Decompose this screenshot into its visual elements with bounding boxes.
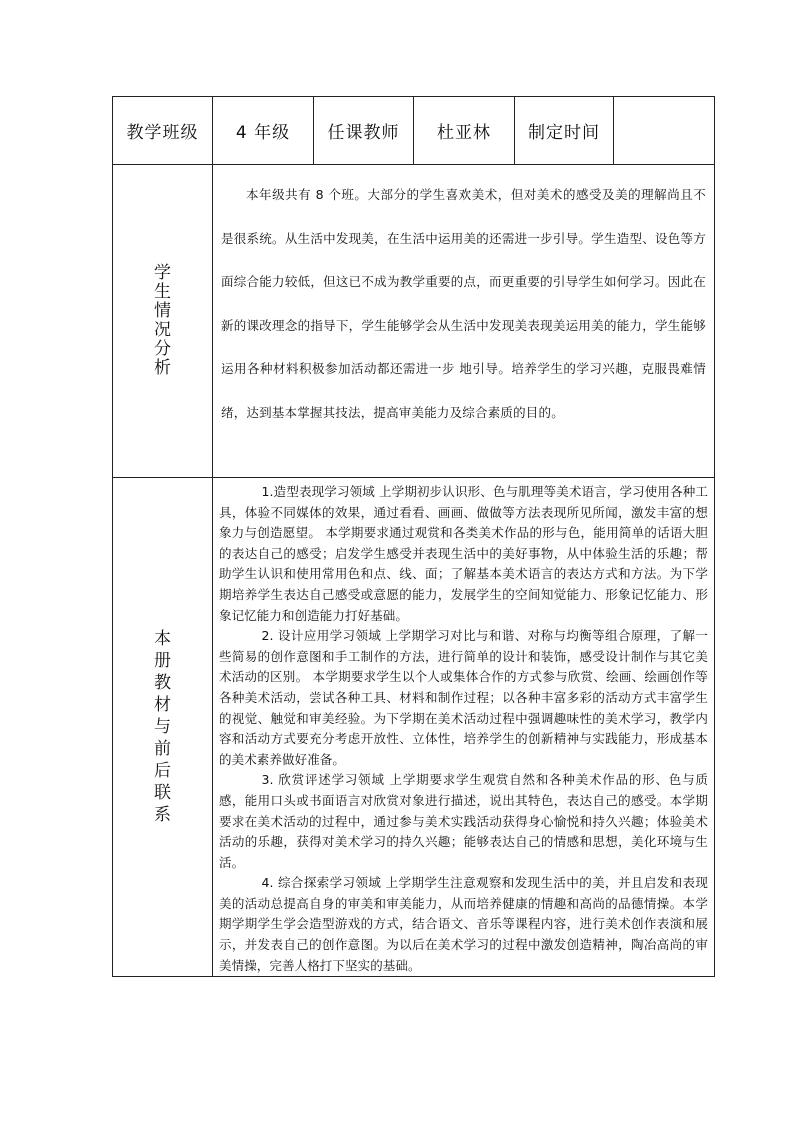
teacher-label: 任课教师 xyxy=(314,97,414,165)
header-row xyxy=(113,97,715,165)
student-analysis-label: 学生情况分析 xyxy=(154,263,171,378)
date-label: 制定时间 xyxy=(515,97,614,165)
teacher-value: 杜亚林 xyxy=(414,97,515,165)
student-analysis-cell xyxy=(213,165,715,478)
materials-paragraph: 2. 设计应用学习领域 上学期学习对比与和谐、对称与均衡等组合原理，了解一些简易的创作意图和手工制作的方法，进行简单的设计和装饰，感受设计制作与其它美术活动的区别。 本学期要求学生以个人或集体合作的方式参与欣赏、绘画、绘画创作等各种美术活动，尝试各种工具、材料和制作过程；以各种丰富多彩的活动方式丰富学生的视觉、触觉和审美经验。为下学期在美术活动过程中强调趣味性的美术学习，教学内容和活动方式要充分考虑开放性、立体性，培养学生的创新精神与实践能力，形成基本的美术素养做好准备。 xyxy=(219,628,708,767)
student-analysis-label-cell xyxy=(113,165,213,478)
teaching-plan-table xyxy=(112,96,715,977)
class-label: 教学班级 xyxy=(113,97,213,165)
materials-label-cell xyxy=(113,478,213,977)
materials-paragraph: 1.造型表现学习领域 上学期初步认识形、色与肌理等美术语言，学习使用各种工具，体验不同媒体的效果，通过看看、画画、做做等方法表现所见所闻，激发丰富的想象力与创造愿望。 本学期要求通过观赏和各类美术作品的形与色，能用简单的话语大胆的表达自己的感受；启发学生感受并表现生活中的美好事物，从中体验生活的乐趣；帮助学生认识和使用常用色和点、线、面；了解基本美术语言的表达方式和方法。为下学期培养学生表达自己感受或意愿的能力，发展学生的空间知觉能力、形象记忆能力、形象记忆能力和创造能力打好基础。 xyxy=(219,484,708,623)
date-value xyxy=(614,97,715,165)
class-value: 4 年级 xyxy=(213,97,314,165)
student-analysis-row xyxy=(113,165,715,478)
materials-paragraph: 3. 欣赏评述学习领域 上学期要求学生观赏自然和各种美术作品的形、色与质感，能用口头或书面语言对欣赏对象进行描述，说出其特色，表达自己的感受。本学期 要求在美术活动的过程中，通过参与美术实践活动获得身心愉悦和持久兴趣；体验美术活动的乐趣，获得对美术学习的持久兴趣；能够表达自己的情感和思想，美化环境与生活。 xyxy=(219,772,708,870)
materials-label: 本册教材与前后联系 xyxy=(154,629,171,826)
materials-row xyxy=(113,478,715,977)
materials-paragraph: 4. 综合探索学习领域 上学期学生注意观察和发现生活中的美，并且启发和表现美的活动总提高自身的审美和审美能力，从而培养健康的情趣和高尚的品德情操。本学期学期学生学会造型游戏的方式，结合语文、音乐等课程内容，进行美术创作表演和展示，并发表自己的创作意图。为以后在美术学习的过程中激发创造精神，陶冶高尚的审美情操，完善人格打下坚实的基础。 xyxy=(219,875,708,973)
materials-cell xyxy=(213,478,715,977)
student-analysis-text: 本年级共有 8 个班。大部分的学生喜欢美术，但对美术的感受及美的理解尚且不是很系统。从生活中发现美，在生活中运用美的还需进一步引导。学生造型、设色等方面综合能力较低，但这已不成为教学重要的点，而更重要的引导学生如何学习。因此在新的课改理念的指导下，学生能够学会从生活中发现美表现美运用美的能力，学生能够运用各种材料积极参加活动都还需进一步 地引导。培养学生的学习兴趣，克服畏难情绪，达到基本掌握其技法，提高审美能力及综合素质的目的。 xyxy=(221,187,706,420)
